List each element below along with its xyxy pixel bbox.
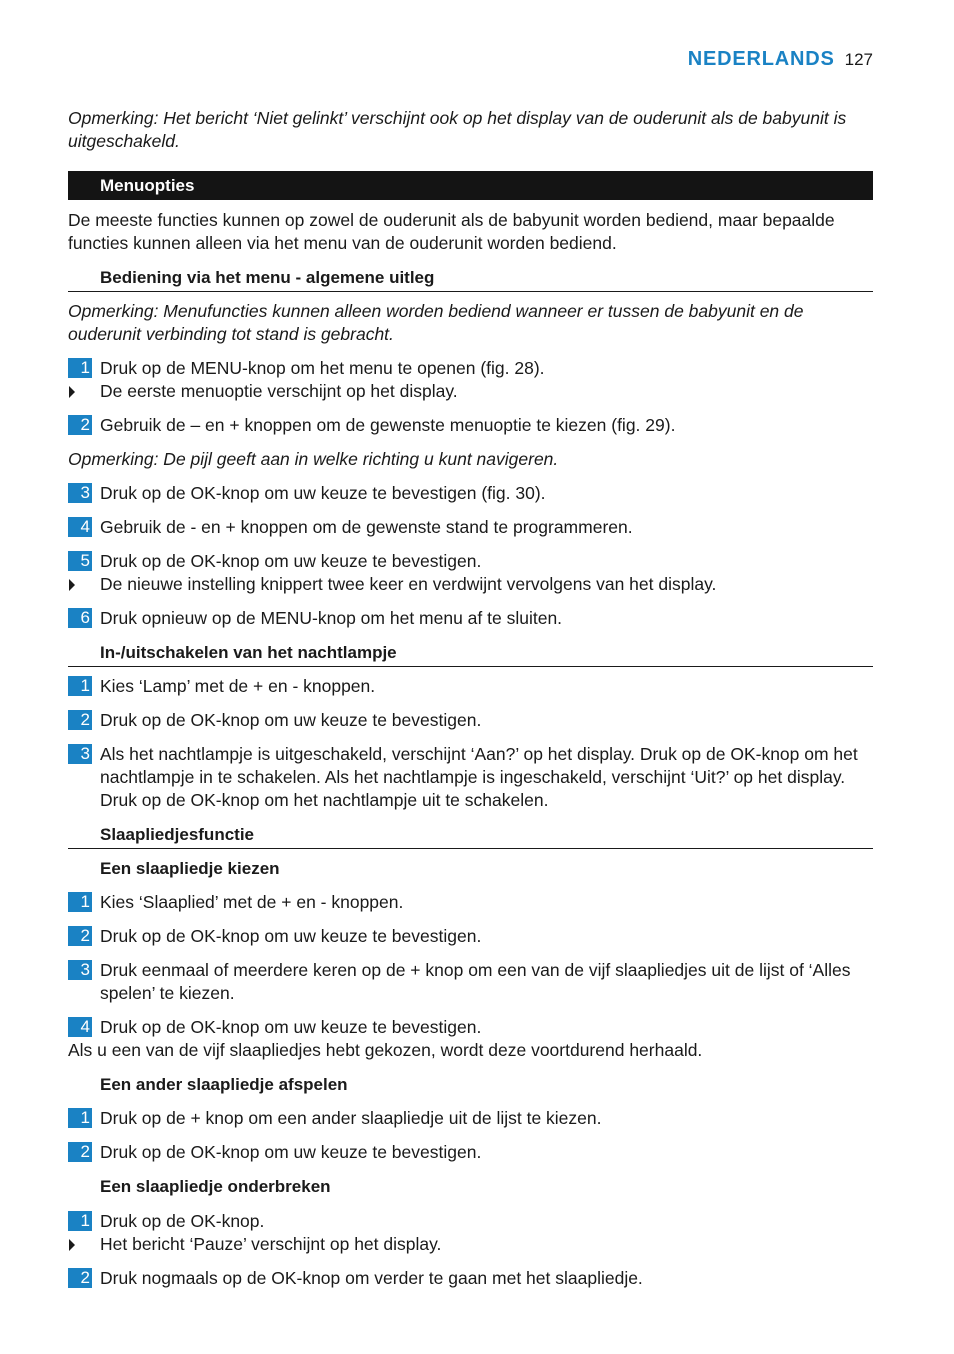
- step-number: 5: [68, 551, 92, 571]
- menu-step-5: [68, 550, 873, 573]
- result-text: De eerste menuoptie verschijnt op het display.: [100, 381, 458, 401]
- step-text: Als het nachtlampje is uitgeschakeld, verschijnt ‘Aan?’ op het display. Druk op de OK-knop om het nachtlampje in te schakelen. Als het nachtlampje is ingeschakeld, verschijnt ‘Uit?’ op het display. Druk op de OK-knop om het nachtlampje uit te schakelen.: [100, 744, 858, 810]
- step-number: 4: [68, 1017, 92, 1037]
- menu-step-5-result: [68, 573, 873, 596]
- step-text: Druk op de MENU-knop om het menu te openen (fig. 28).: [100, 358, 545, 378]
- step-text: Gebruik de - en + knoppen om de gewenste stand te programmeren.: [100, 517, 633, 537]
- step-text: Druk op de OK-knop om uw keuze te bevestigen.: [100, 1142, 482, 1162]
- step-number: 2: [68, 415, 92, 435]
- step-text: Druk eenmaal of meerdere keren op de + knop om een van de vijf slaapliedjes uit de lijst of ‘Alles spelen’ te kiezen.: [100, 960, 851, 1003]
- step-number: 3: [68, 483, 92, 503]
- choose-step-4: [68, 1016, 873, 1039]
- intro-note: Opmerking: Het bericht ‘Niet gelinkt’ verschijnt ook op het display van de ouderunit als de babyunit is uitgeschakeld.: [68, 108, 847, 151]
- heading-menu-general: Bediening via het menu - algemene uitleg: [68, 266, 873, 292]
- nightlight-step-1: [68, 675, 873, 698]
- other-step-2: [68, 1141, 873, 1164]
- choose-step-1: [68, 891, 873, 914]
- page-header: [688, 48, 873, 74]
- step-number: 2: [68, 926, 92, 946]
- step-number: 6: [68, 608, 92, 628]
- pause-step-2: [68, 1267, 873, 1290]
- step-text: Druk nogmaals op de OK-knop om verder te gaan met het slaapliedje.: [100, 1268, 643, 1288]
- menu-step-3: [68, 482, 873, 505]
- result-text: Het bericht ‘Pauze’ verschijnt op het display.: [100, 1234, 442, 1254]
- menu-step-1-result: [68, 380, 873, 403]
- step-number: 4: [68, 517, 92, 537]
- step-text: Druk op de + knop om een ander slaapliedje uit de lijst te kiezen.: [100, 1108, 602, 1128]
- step-number: 1: [68, 358, 92, 378]
- step-number: 1: [68, 676, 92, 696]
- choose-step-2: [68, 925, 873, 948]
- heading-lullaby: Slaapliedjesfunctie: [68, 823, 873, 849]
- menu-note: Opmerking: Menufuncties kunnen alleen worden bediend wanneer er tussen de babyunit en de ouderunit verbinding tot stand is gebracht.: [68, 301, 804, 344]
- step-number: 1: [68, 892, 92, 912]
- language-label: NEDERLANDS: [687, 48, 835, 70]
- step-text: Druk op de OK-knop om uw keuze te bevestigen.: [100, 1017, 482, 1037]
- pause-step-1: [68, 1210, 873, 1233]
- step-text: Druk opnieuw op de MENU-knop om het menu af te sluiten.: [100, 608, 563, 628]
- menu-step-6: [68, 607, 873, 630]
- section-title: Menuopties: [68, 171, 873, 200]
- step-text: Druk op de OK-knop om uw keuze te bevestigen.: [100, 710, 482, 730]
- step-number: 3: [68, 960, 92, 980]
- menu-step-4: [68, 516, 873, 539]
- result-text: De nieuwe instelling knippert twee keer en verdwijnt vervolgens van het display.: [100, 574, 717, 594]
- step-text: Kies ‘Lamp’ met de + en - knoppen.: [100, 676, 376, 696]
- result-arrow-icon: [68, 1233, 92, 1256]
- nightlight-step-2: [68, 709, 873, 732]
- step-number: 2: [68, 1142, 92, 1162]
- choose-step-3: [68, 959, 873, 1005]
- result-arrow-icon: [68, 573, 92, 596]
- menu-note-2: Opmerking: De pijl geeft aan in welke richting u kunt navigeren.: [68, 449, 559, 469]
- step-text: Druk op de OK-knop om uw keuze te bevestigen.: [100, 926, 482, 946]
- result-arrow-icon: [68, 380, 92, 403]
- heading-nightlight: In-/uitschakelen van het nachtlampje: [68, 641, 873, 667]
- menu-step-1: [68, 357, 873, 380]
- other-step-1: [68, 1107, 873, 1130]
- step-number: 2: [68, 1268, 92, 1288]
- pause-step-1-result: [68, 1233, 873, 1256]
- heading-choose-lullaby: Een slaapliedje kiezen: [100, 859, 280, 878]
- step-number: 1: [68, 1211, 92, 1231]
- heading-other-lullaby: Een ander slaapliedje afspelen: [100, 1075, 348, 1094]
- step-text: Druk op de OK-knop om uw keuze te bevestigen (fig. 30).: [100, 483, 546, 503]
- choose-after-text: Als u een van de vijf slaapliedjes hebt gekozen, wordt deze voortdurend herhaald.: [68, 1040, 703, 1060]
- step-number: 2: [68, 710, 92, 730]
- nightlight-step-3: [68, 743, 873, 812]
- section-intro: De meeste functies kunnen op zowel de ouderunit als de babyunit worden bediend, maar bepaalde functies kunnen alleen via het menu van de ouderunit worden bediend.: [68, 210, 835, 253]
- step-number: 3: [68, 744, 92, 764]
- step-text: Druk op de OK-knop.: [100, 1211, 265, 1231]
- page-number: 127: [844, 50, 873, 69]
- step-text: Druk op de OK-knop om uw keuze te bevestigen.: [100, 551, 482, 571]
- step-text: Gebruik de – en + knoppen om de gewenste menuoptie te kiezen (fig. 29).: [100, 415, 676, 435]
- step-number: 1: [68, 1108, 92, 1128]
- menu-step-2: [68, 414, 873, 437]
- step-text: Kies ‘Slaaplied’ met de + en - knoppen.: [100, 892, 404, 912]
- heading-pause-lullaby: Een slaapliedje onderbreken: [100, 1177, 331, 1196]
